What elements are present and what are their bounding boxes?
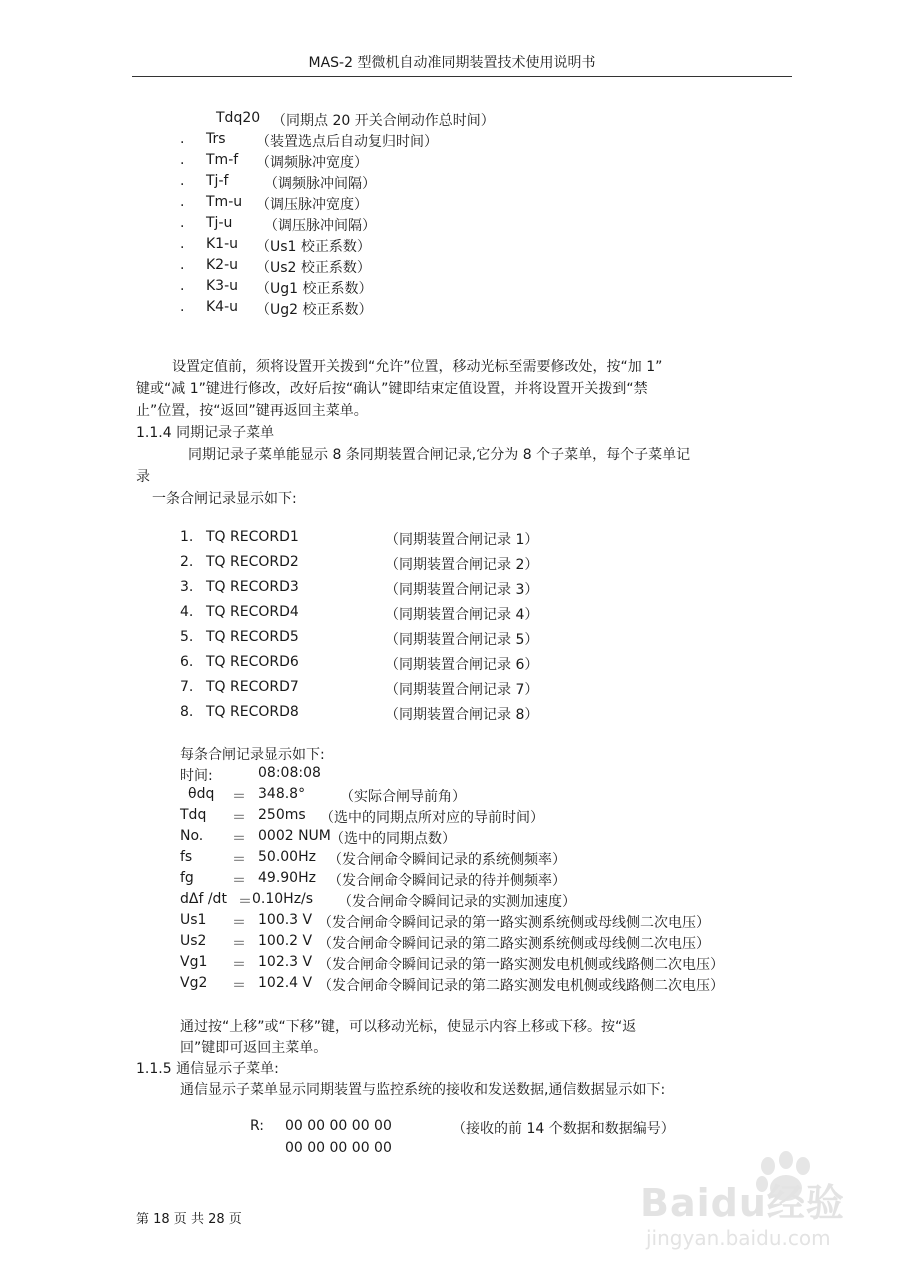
field-value: 49.90Hz [258,870,316,886]
param-key: Tj-u [206,215,233,231]
param-key: Tj-f [206,173,229,189]
section-114-paragraph-line: 录 [136,469,150,485]
param-key: K3-u [206,278,239,294]
field-equals: ＝ [232,915,246,931]
field-value: 0002 NUM [258,828,331,844]
record-number: 7. [180,679,194,695]
comm-r-data-line: 00 00 00 00 00 [285,1118,392,1134]
section-heading-114: 1.1.4 同期记录子菜单 [136,425,275,441]
record-code: TQ RECORD3 [206,579,299,595]
record-code: TQ RECORD1 [206,529,299,545]
field-equals: ＝ [238,894,252,910]
field-key: fg [180,870,194,886]
field-key: No. [180,828,204,844]
param-bullet: . [180,299,185,315]
field-desc: （发合闸命令瞬间记录的实测加速度） [338,894,576,910]
field-value: 250ms [258,807,306,823]
record-number: 3. [180,579,194,595]
param-desc: （Ug1 校正系数） [256,281,373,297]
record-desc: （同期装置合闸记录 8） [385,707,539,723]
record-desc: （同期装置合闸记录 5） [385,632,539,648]
field-equals: ＝ [232,789,246,805]
param-bullet: . [180,131,185,147]
field-equals: ＝ [232,810,246,826]
field-key: θdq [188,786,215,802]
field-value: 348.8° [258,786,306,802]
param-bullet: . [180,194,185,210]
param-bullet: . [180,278,185,294]
comm-r-data-line: 00 00 00 00 00 [285,1140,392,1156]
param-key: Tm-f [206,152,239,168]
param-bullet: . [180,152,185,168]
field-key: fs [180,849,193,865]
param-desc: （Us1 校正系数） [256,239,371,255]
record-number: 5. [180,629,194,645]
field-value: 102.4 V [258,975,313,991]
field-value: 50.00Hz [258,849,316,865]
field-desc: （选中的同期点数） [330,831,456,847]
param-desc: （调频脉冲宽度） [256,155,368,171]
field-equals: ＝ [232,873,246,889]
record-code: TQ RECORD2 [206,554,299,570]
record-code: TQ RECORD8 [206,704,299,720]
field-equals: ＝ [232,831,246,847]
baidu-jingyan-watermark [640,1148,860,1258]
field-key: dΔf /dt [180,891,227,907]
record-desc: （同期装置合闸记录 7） [385,682,539,698]
record-number: 6. [180,654,194,670]
record-desc: （同期装置合闸记录 4） [385,607,539,623]
page-footer: 第 18 页 共 28 页 [136,1212,242,1227]
param-desc: （同期点 20 开关合闸动作总时间） [272,113,495,129]
watermark-url: jingyan.baidu.com [646,1226,831,1250]
param-desc: （装置选点后自动复归时间） [256,134,438,150]
field-equals: ＝ [232,936,246,952]
field-value: 100.2 V [258,933,313,949]
scroll-paragraph-line: 回”键即可返回主菜单。 [180,1040,328,1056]
param-key: K1-u [206,236,239,252]
param-desc: （调压脉冲间隔） [264,218,376,234]
record-code: TQ RECORD5 [206,629,299,645]
field-key: Vg2 [180,975,208,991]
param-key: Trs [206,131,226,147]
comm-r-label: R: [250,1118,265,1134]
record-number: 1. [180,529,194,545]
field-value: 102.3 V [258,954,313,970]
record-number: 8. [180,704,194,720]
section-heading-115: 1.1.5 通信显示子菜单: [136,1061,279,1077]
record-desc: （同期装置合闸记录 3） [385,582,539,598]
param-bullet: . [180,257,185,273]
setup-paragraph-line: 设置定值前，须将设置开关拨到“允许”位置，移动光标至需要修改处，按“加 1” [172,359,663,375]
field-desc: （发合闸命令瞬间记录的第一路实测系统侧或母线侧二次电压） [318,915,710,931]
field-value: 0.10Hz/s [252,891,314,907]
field-equals: ＝ [232,852,246,868]
param-key: K2-u [206,257,239,273]
scroll-paragraph-line: 通过按“上移”或“下移”键，可以移动光标，使显示内容上移或下移。按“返 [180,1019,637,1035]
param-key: Tm-u [206,194,243,210]
setup-paragraph-line: 止”位置，按“返回”键再返回主菜单。 [136,403,368,419]
param-bullet: . [180,173,185,189]
field-equals: ＝ [232,957,246,973]
record-desc: （同期装置合闸记录 2） [385,557,539,573]
param-bullet: . [180,236,185,252]
field-value: 100.3 V [258,912,313,928]
param-desc: （调频脉冲间隔） [264,176,376,192]
header-divider [132,76,792,77]
comm-r-desc: （接收的前 14 个数据和数据编号） [452,1121,675,1137]
section-114-paragraph-line: 一条合闸记录显示如下: [152,491,297,507]
param-desc: （Us2 校正系数） [256,260,371,276]
field-key: Us1 [180,912,207,928]
param-bullet: . [180,215,185,231]
field-key: Us2 [180,933,207,949]
record-number: 4. [180,604,194,620]
record-number: 2. [180,554,194,570]
watermark-brand: Baidu经验 [640,1181,845,1225]
field-desc: （发合闸命令瞬间记录的第一路实测发电机侧或线路侧二次电压） [318,957,724,973]
field-desc: （发合闸命令瞬间记录的待并侧频率） [328,873,566,889]
section-114-paragraph-line: 同期记录子菜单能显示 8 条同期装置合闸记录,它分为 8 个子菜单，每个子菜单记 [188,447,691,463]
field-equals: ＝ [232,978,246,994]
field-desc: （实际合闸导前角） [340,789,466,805]
setup-paragraph-line: 键或“减 1”键进行修改，改好后按“确认”键即结束定值设置，并将设置开关拨到“禁 [136,381,648,397]
field-desc: （选中的同期点所对应的导前时间） [320,810,544,826]
document-header-title: MAS-2 型微机自动准同期装置技术使用说明书 [308,55,596,71]
field-key: Vg1 [180,954,208,970]
field-desc: （发合闸命令瞬间记录的第二路实测系统侧或母线侧二次电压） [318,936,710,952]
record-code: TQ RECORD4 [206,604,299,620]
field-desc: （发合闸命令瞬间记录的第二路实测发电机侧或线路侧二次电压） [318,978,724,994]
param-key: K4-u [206,299,239,315]
param-desc: （调压脉冲宽度） [256,197,368,213]
param-key: Tdq20 [216,110,261,126]
section-115-paragraph: 通信显示子菜单显示同期装置与监控系统的接收和发送数据,通信数据显示如下: [180,1082,666,1098]
record-code: TQ RECORD6 [206,654,299,670]
record-desc: （同期装置合闸记录 1） [385,532,539,548]
record-display-intro: 每条合闸记录显示如下: [180,747,325,763]
record-time-label: 时间: [180,768,213,784]
field-key: Tdq [180,807,207,823]
param-desc: （Ug2 校正系数） [256,302,373,318]
record-time-value: 08:08:08 [258,765,321,781]
record-desc: （同期装置合闸记录 6） [385,657,539,673]
record-code: TQ RECORD7 [206,679,299,695]
field-desc: （发合闸命令瞬间记录的系统侧频率） [328,852,566,868]
